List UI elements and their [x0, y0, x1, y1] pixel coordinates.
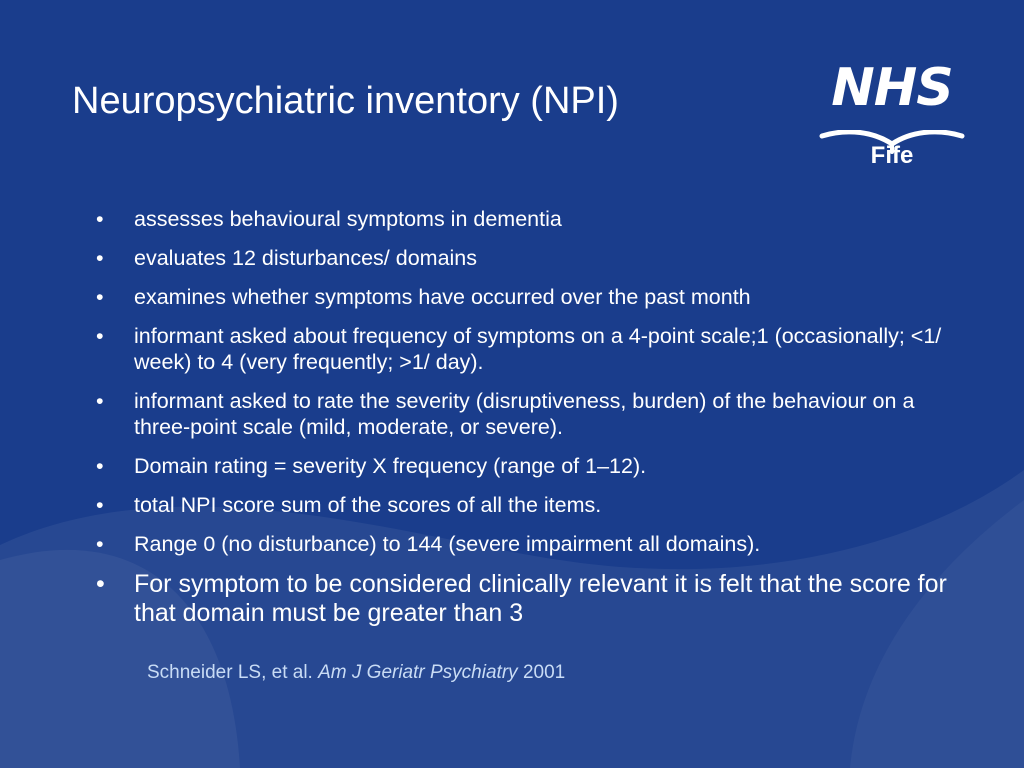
citation — [147, 662, 565, 684]
bullet-item — [96, 531, 956, 557]
bullet-text: Range 0 (no disturbance) to 144 (severe impairment all domains). — [134, 532, 761, 556]
bullet-text: For symptom to be considered clinically relevant it is felt that the score for that domain must be greater than 3 — [134, 570, 947, 627]
bullet-item — [96, 492, 956, 518]
bullet-text: examines whether symptoms have occurred over the past month — [134, 285, 751, 309]
slide-title: Neuropsychiatric inventory (NPI) — [72, 80, 619, 122]
bullet-item — [96, 284, 956, 310]
bullet-item — [96, 453, 956, 479]
bullet-item — [96, 388, 956, 440]
bullet-list — [96, 206, 956, 638]
bullet-text: total NPI score sum of the scores of all the items. — [134, 493, 602, 517]
bullet-marker: • — [96, 532, 104, 556]
citation-authors: Schneider LS, et al. — [147, 662, 313, 683]
bullet-marker: • — [96, 493, 104, 517]
bullet-marker: • — [96, 389, 104, 413]
citation-journal: Am J Geriatr Psychiatry — [318, 662, 518, 683]
bullet-text: informant asked about frequency of symptoms on a 4-point scale;1 (occasionally; <1/ week) to 4 (very frequently; >1/ day). — [134, 324, 942, 374]
bullet-marker: • — [96, 246, 104, 270]
logo-fife-text: Fife — [870, 142, 914, 169]
bullet-text: evaluates 12 disturbances/ domains — [134, 246, 478, 270]
bullet-marker: • — [96, 285, 104, 309]
bullet-marker: • — [96, 324, 104, 348]
bullet-text: informant asked to rate the severity (disruptiveness, burden) of the behaviour on a three-point scale (mild, moderate, or severe). — [134, 389, 915, 439]
bullet-text: assesses behavioural symptoms in dementia — [134, 207, 562, 231]
bullet-marker: • — [96, 207, 104, 231]
bullet-marker: • — [96, 570, 105, 598]
bullet-text: Domain rating = severity X frequency (range of 1–12). — [134, 454, 647, 478]
bullet-item — [96, 323, 956, 375]
bullet-marker: • — [96, 454, 104, 478]
citation-year: 2001 — [522, 662, 566, 683]
bullet-item — [96, 206, 956, 232]
logo-nhs-text: NHS — [831, 58, 953, 118]
bullet-item-highlight — [96, 570, 956, 628]
bullet-item — [96, 245, 956, 271]
nhs-fife-logo — [812, 58, 972, 170]
